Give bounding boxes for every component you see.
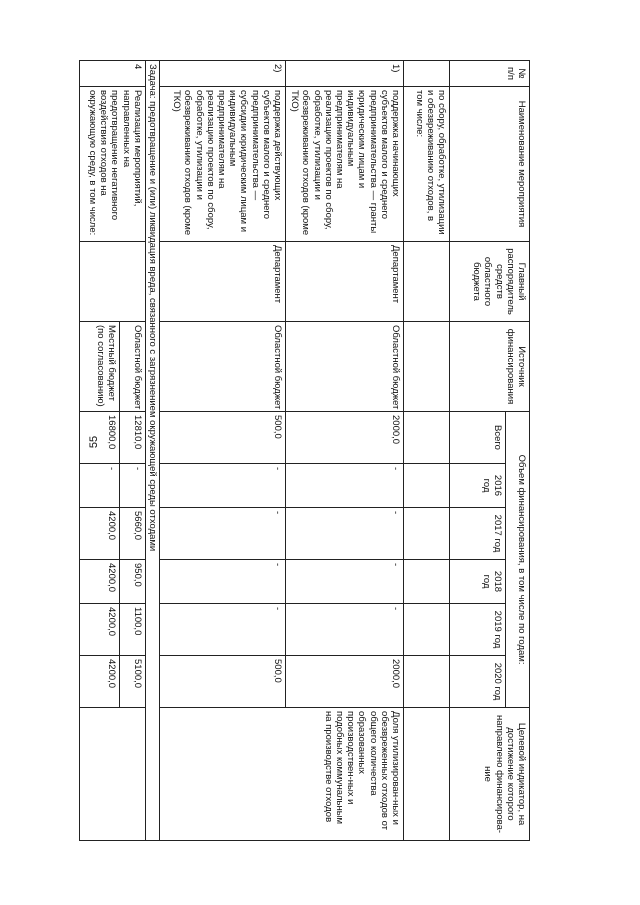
- task-row: [145, 61, 159, 841]
- row-target: [404, 708, 450, 841]
- header-2020: 2020 год: [450, 656, 506, 708]
- row-source: Областной бюджет: [119, 322, 145, 412]
- row-2018: -: [160, 560, 286, 604]
- row-2020: [404, 656, 450, 708]
- row-2016: -: [119, 464, 145, 508]
- row-2018: [404, 560, 450, 604]
- row-name: по сбору, обработке, утилизации и обезвреживанию отходов, в том числе:: [404, 87, 450, 242]
- row-2018: 950,0: [119, 560, 145, 604]
- task-text: Задача: предотвращение и (или) ликвидация вреда, связанного с загрязнением окружающей среды отходами: [145, 61, 159, 841]
- row-2019: -: [286, 604, 404, 656]
- row-source: Областной бюджет: [160, 322, 286, 412]
- row-distributor: Департамент: [286, 242, 404, 322]
- row-source: Местный бюджет (по согласованию): [79, 322, 119, 412]
- header-total: Всего: [450, 412, 506, 464]
- table-row: [404, 61, 450, 841]
- header-num: № п/п: [450, 61, 530, 87]
- header-target: Целевой индикатор, на достижение которого направлено финансирова-ние: [450, 708, 530, 841]
- row-2016: -: [286, 464, 404, 508]
- row-distributor: [404, 242, 450, 322]
- row-num: 1): [286, 61, 404, 87]
- row-target: [79, 708, 145, 841]
- row-num: [404, 61, 450, 87]
- row-target: Доля утилизирован-ных и обезвреженных отходов от общего количества образованных производствен-ных и подобных коммунальным на производстве отходов: [160, 708, 404, 841]
- header-distributor: Главный распорядитель средств областного бюджета: [450, 242, 530, 322]
- row-2017: 5660,0: [119, 508, 145, 560]
- row-2020: 500,0: [160, 656, 286, 708]
- row-2016: [404, 464, 450, 508]
- header-name: Наименование мероприятия: [450, 87, 530, 242]
- row-2019: -: [160, 604, 286, 656]
- row-distributor: Департамент: [160, 242, 286, 322]
- row-2017: 4200,0: [79, 508, 119, 560]
- financing-table-area: [44, 60, 530, 840]
- header-2017: 2017 год: [450, 508, 506, 560]
- row-2018: -: [286, 560, 404, 604]
- header-2016: 2016 год: [450, 464, 506, 508]
- row-2020: 2000,0: [286, 656, 404, 708]
- table-row: [286, 61, 404, 841]
- row-total: [404, 412, 450, 464]
- row-2019: 4200,0: [79, 604, 119, 656]
- header-source: Источник финансирования: [450, 322, 530, 412]
- row-2019: 1100,0: [119, 604, 145, 656]
- row-num: 4: [79, 61, 145, 87]
- row-2017: -: [286, 508, 404, 560]
- row-2019: [404, 604, 450, 656]
- row-source: [404, 322, 450, 412]
- row-2018: 4200,0: [79, 560, 119, 604]
- row-2016: -: [79, 464, 119, 508]
- header-volume: Объем финансирования, в том числе по годам:: [506, 412, 530, 708]
- row-2020: 4200,0: [79, 656, 119, 708]
- page-number: 55: [88, 435, 100, 449]
- row-name: поддержка действующих субъектов малого и среднего предпринимательства — субсидии юридическим лицам и индивидуальным предпринимателям на реализацию проектов по сбору, обработке, утилизации и обезвреживанию отходов (кроме ТКО): [160, 87, 286, 242]
- row-2017: -: [160, 508, 286, 560]
- row-total: 500,0: [160, 412, 286, 464]
- row-name: Реализация мероприятий, направленных на предотвращение негативного воздействия отходов на окружающую среду, в том числе:: [79, 87, 145, 242]
- row-name: поддержка начинающих субъектов малого и среднего предпринимательства — гранты юридическим лицам и индивидуальным предпринимателям на реализацию проектов по сбору, обработке, утилизации и обезвреживанию отходов (кроме ТКО): [286, 87, 404, 242]
- header-2018: 2018 год: [450, 560, 506, 604]
- header-2019: 2019 год: [450, 604, 506, 656]
- row-num: 2): [160, 61, 286, 87]
- row-2020: 5100,0: [119, 656, 145, 708]
- financing-table: [79, 60, 530, 841]
- row-total: 12810,0: [119, 412, 145, 464]
- table-row: [119, 61, 145, 841]
- row-distributor: [79, 242, 145, 322]
- row-2017: [404, 508, 450, 560]
- row-total: 2000,0: [286, 412, 404, 464]
- row-source: Областной бюджет: [286, 322, 404, 412]
- row-2016: -: [160, 464, 286, 508]
- row-total: 16800,0: [79, 412, 119, 464]
